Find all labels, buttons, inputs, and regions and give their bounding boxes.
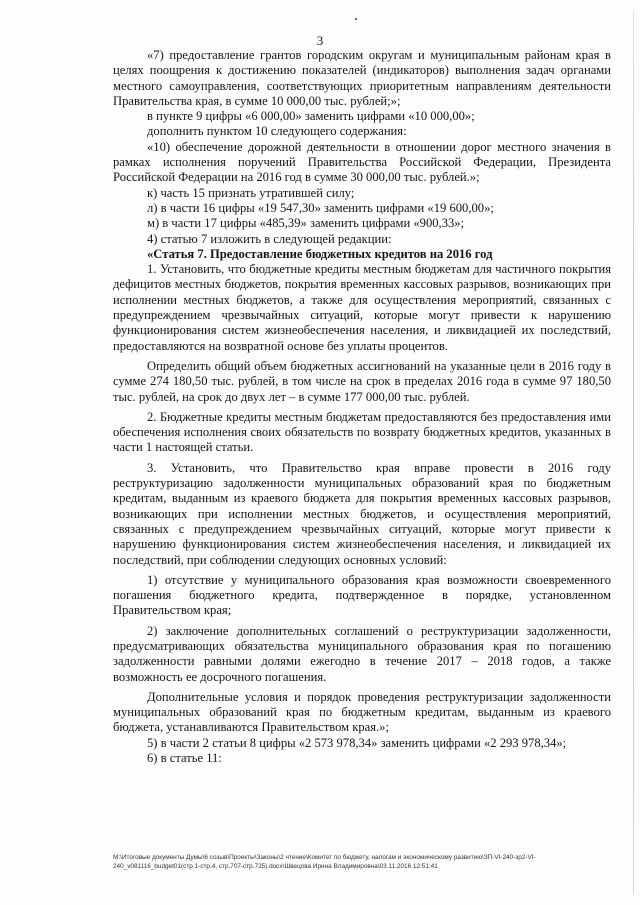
paragraph-article-8: 5) в части 2 статьи 8 цифры «2 573 978,34» заменить цифрами «2 293 978,34»;	[147, 735, 567, 750]
paragraph-grants: «7) предоставление грантов городским округам и муниципальным районам края в целях поощрения к достижению показателей (индикаторов) выполнения задач органами местного самоуправления, соответствующих приоритетным направлениям деятельности Правительства края, в сумме 10 000,00 тыс. рублей;»;	[113, 48, 611, 108]
article-7-heading: «Статья 7. Предоставление бюджетных кредитов на 2016 год	[147, 246, 493, 261]
file-path-footer: М:\Итоговые документы Думы\6 созыв\Проекты\Законы\2 чтение\Комитет по бюджету, налогам и экономическому развитию\ЗП-VI-240-зр2-VI-240_v081116_budget01(стр.1-стр.4, стр.707-стр.725).docx\Швецова Ирина Владимировна\03.11.2016 12:51:41	[113, 854, 536, 870]
paragraph-road-activity: «10) обеспечение дорожной деятельности в отношении дорог местного значения в рамках исполнения поручений Правительства Российской Федерации, Президента Российской Федерации на 2016 год в сумме 30 000,00 тыс. рублей.»;	[113, 139, 611, 185]
scan-dot	[355, 18, 357, 20]
additional-conditions: Дополнительные условия и порядок проведения реструктуризации задолженности муниципальных образований края по бюджетным кредитам, выданным из краевого бюджета, устанавливаются Правительством края.»;	[113, 689, 611, 735]
paragraph-add-item-10: дополнить пунктом 10 следующего содержания:	[147, 124, 407, 139]
condition-2: 2) заключение дополнительных соглашений о реструктуризации задолженности, предусматривающих обязательства муниципального образования края по погашению задолженности равными долями ежегодно в течение 2017 – 2018 годов, а также возможность ее досрочного погашения.	[113, 623, 611, 684]
condition-1: 1) отсутствие у муниципального образования края возможности своевременного погашения бюджетного кредита, подтвержденное в порядке, установленном Правительством края;	[113, 572, 611, 618]
paragraph-item-9: в пункте 9 цифры «6 000,00» заменить цифрами «10 000,00»;	[147, 109, 475, 124]
article-7-part-1: 1. Установить, что бюджетные кредиты местным бюджетам для частичного покрытия дефицитов местных бюджетов, покрытия временных кассовых разрывов, возникающих при исполнении местных бюджетов, а также для осуществления мероприятий, связанных с предупреждением чрезвычайных ситуаций, которые могут привести к нарушению функционирования систем жизнеобеспечения населения, и ликвидацией их последствий, предоставляются на возвратной основе без уплаты процентов.	[113, 262, 611, 353]
article-7-part-3: 3. Установить, что Правительство края вправе провести в 2016 году реструктуризацию задолженности муниципальных образований края по бюджетным кредитам, выданным из краевого бюджета для покрытия временных кассовых разрывов, возникающих при исполнении местных бюджетов, и осуществления мероприятий, связанных с предупреждением чрезвычайных ситуаций, которые могут привести к нарушению функционирования систем жизнеобеспечения населения, и ликвидацией их последствий, при соблюдении следующих основных условий:	[113, 460, 611, 567]
page-edge-shadow	[633, 10, 634, 895]
page-number: 3	[316, 33, 324, 48]
paragraph-article-7-intro: 4) статью 7 изложить в следующей редакции:	[147, 231, 392, 246]
paragraph-part-15: к) часть 15 признать утратившей силу;	[147, 185, 355, 200]
paragraph-part-16: л) в части 16 цифры «19 547,30» заменить цифрами «19 600,00»;	[147, 200, 494, 215]
document-body	[113, 48, 611, 766]
paragraph-article-11: 6) в статье 11:	[147, 751, 222, 766]
article-7-part-2: 2. Бюджетные кредиты местным бюджетам предоставляются без предоставления ими обеспечения исполнения своих обязательств по возврату бюджетных кредитов, указанных в части 1 настоящей статьи.	[113, 409, 611, 455]
article-7-allocations: Определить общий объем бюджетных ассигнований на указанные цели в 2016 году в сумме 274 180,50 тыс. рублей, в том числе на срок в пределах 2016 года в сумме 97 180,50 тыс. рублей, на срок до двух лет – в сумме 177 000,00 тыс. рублей.	[113, 358, 611, 404]
paragraph-part-17: м) в части 17 цифры «485,39» заменить цифрами «900,33»;	[147, 216, 465, 231]
